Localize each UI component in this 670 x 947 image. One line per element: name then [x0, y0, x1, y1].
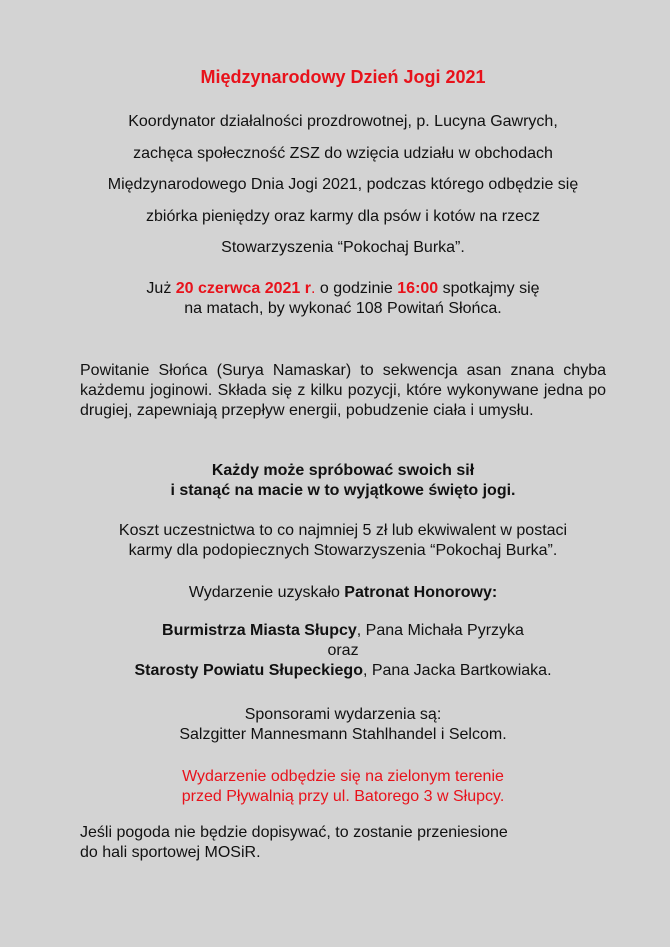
location-line-1: Wydarzenie odbędzie się na zielonym terenie	[182, 768, 504, 785]
surya-text	[80, 362, 606, 419]
surya-line: chyba każdemu joginowi. Składa się z kilku pozycji,	[80, 362, 606, 399]
try-paragraph	[80, 461, 606, 501]
intro-line: zachęca społeczność ZSZ do wzięcia udziału w obchodach	[133, 144, 553, 162]
intro-paragraph	[60, 106, 626, 264]
patron-line-1	[80, 621, 606, 641]
location-paragraph	[80, 767, 606, 807]
cost-paragraph	[80, 521, 606, 561]
surya-line: które wykonywane jedna po drugiej, zapewniają przepływ energii,	[80, 382, 607, 419]
surya-line: pobudzenie ciała i umysłu.	[345, 402, 534, 419]
intro-line: Koordynator działalności prozdrowotnej, p. Lucyna Gawrych,	[128, 113, 558, 130]
sponsors-line-1: Sponsorami wydarzenia są:	[244, 706, 442, 723]
patron-2-name: , Pana Jacka Bartkowiaka.	[362, 662, 552, 679]
event-date-dot: .	[310, 280, 316, 297]
intro-line: Stowarzyszenia “Pokochaj Burka”.	[221, 239, 465, 256]
event-time: 16:00	[397, 280, 439, 297]
cost-line-1: Koszt uczestnictwa to co najmniej 5 zł lub ekwiwalent w postaci	[118, 522, 568, 539]
cost-line-2: karmy dla podopiecznych Stowarzyszenia “Pokochaj Burka”.	[128, 542, 558, 559]
date-paragraph	[80, 279, 606, 319]
patron-1-name: , Pana Michała Pyrzyka	[356, 622, 524, 639]
try-line-2: i stanąć na macie w to wyjątkowe święto jogi.	[170, 482, 516, 499]
location-line-2: przed Pływalnią przy ul. Batorego 3 w Słupcy.	[181, 788, 505, 805]
weather-line-2: do hali sportowej MOSiR.	[80, 844, 261, 861]
date-line-2: na matach, by wykonać 108 Powitań Słońca.	[184, 300, 502, 317]
surya-paragraph	[80, 361, 606, 421]
weather-line-1: Jeśli pogoda nie będzie dopisywać, to zostanie przeniesione	[80, 824, 508, 841]
patronage-label: Patronat Honorowy:	[344, 584, 498, 601]
date-prefix: Już	[146, 280, 176, 297]
date-line	[80, 279, 606, 299]
patrons-paragraph	[80, 621, 606, 681]
patronage-paragraph	[80, 583, 606, 603]
intro-line: zbiórka pieniędzy oraz karmy dla psów i kotów na rzecz	[146, 207, 540, 225]
patron-conjunction: oraz	[327, 642, 359, 659]
sponsors-line-2: Salzgitter Mannesmann Stahlhandel i Selcom.	[179, 726, 507, 743]
event-date: 20 czerwca 2021 r	[175, 280, 311, 297]
patron-1-title: Burmistrza Miasta Słupcy	[162, 622, 357, 639]
date-middle: o godzinie	[315, 280, 398, 297]
patron-line-2	[80, 661, 606, 681]
try-line-1: Każdy może spróbować swoich sił	[211, 462, 475, 479]
patron-2-title: Starosty Powiatu Słupeckiego	[134, 662, 363, 679]
document-title: Międzynarodowy Dzień Jogi 2021	[200, 67, 486, 87]
intro-line: Międzynarodowego Dnia Jogi 2021, podczas którego odbędzie się	[107, 176, 579, 193]
patronage-prefix: Wydarzenie uzyskało	[188, 584, 345, 601]
date-suffix: spotkajmy się	[438, 280, 540, 297]
weather-paragraph	[80, 823, 606, 863]
sponsors-paragraph	[80, 705, 606, 745]
surya-line: Powitanie Słońca (Surya Namaskar) to sekwencja asan znana	[80, 362, 564, 379]
